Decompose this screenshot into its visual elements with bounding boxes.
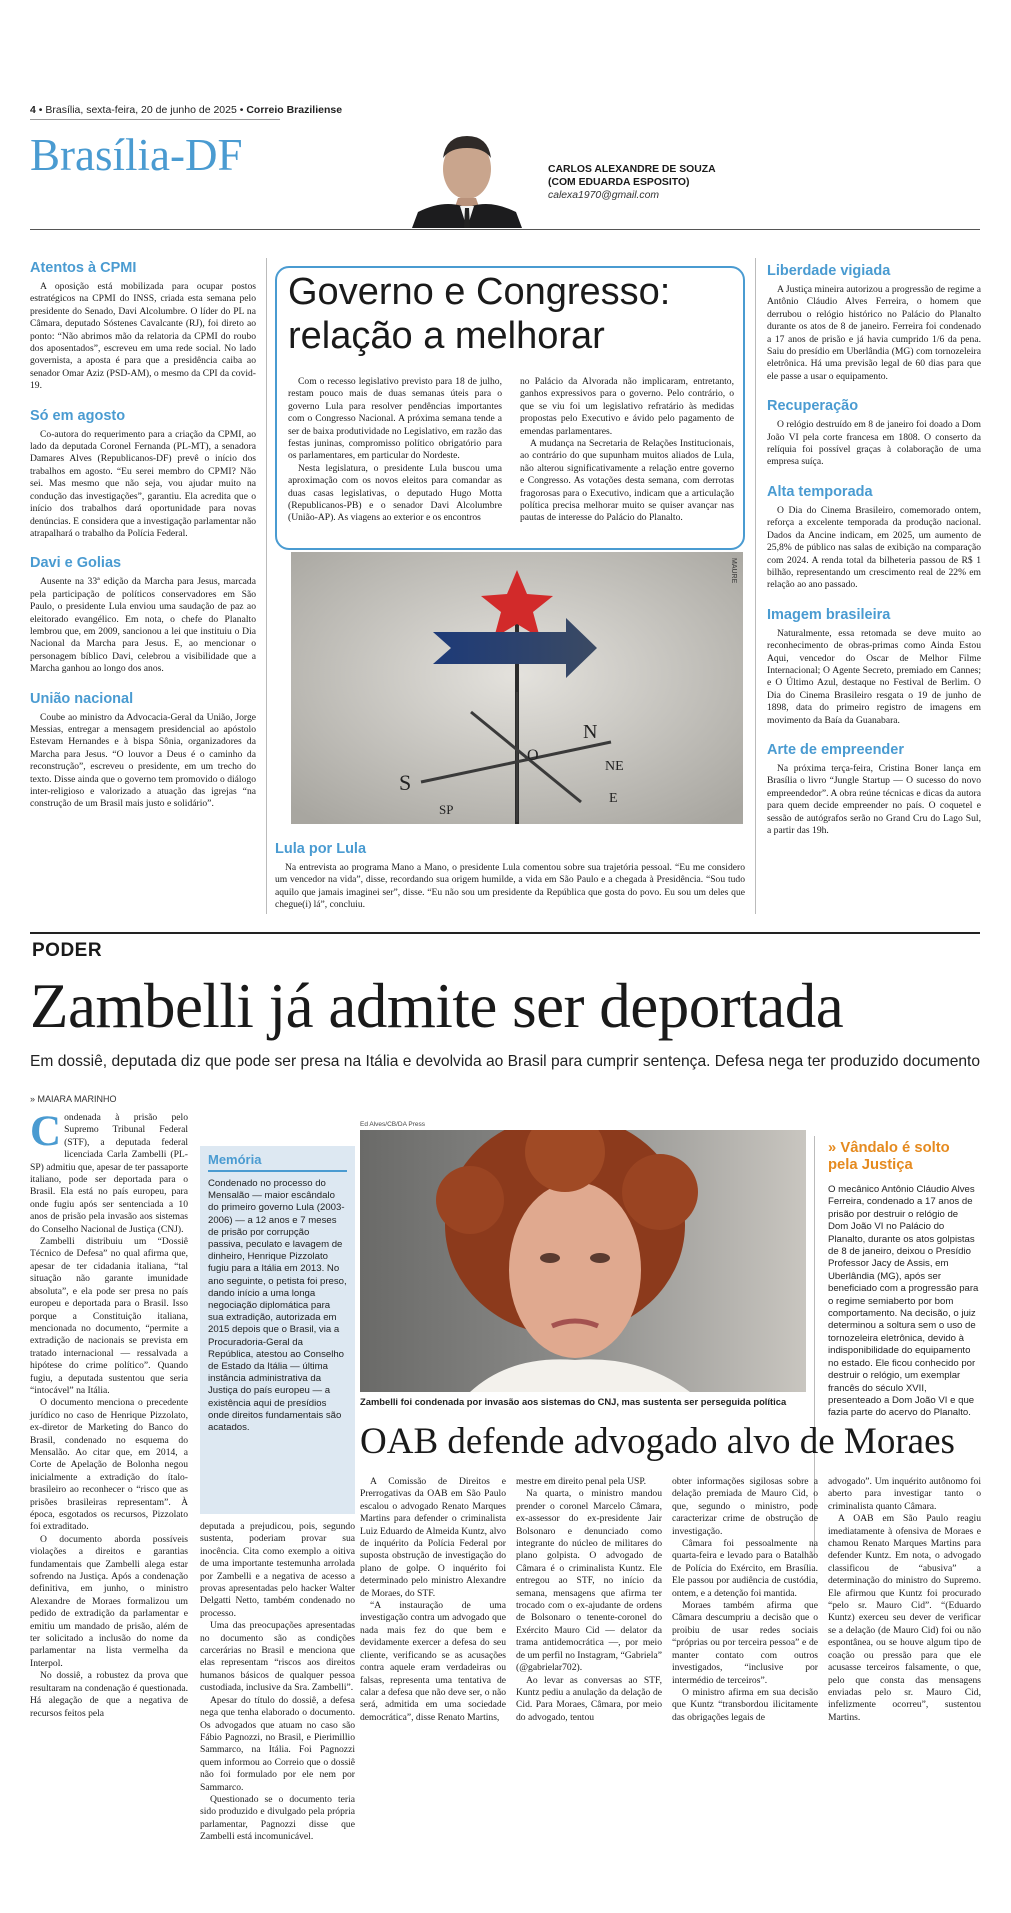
- paragraph: Zambelli distribuiu um “Dossiê Técnico de Defesa” no qual afirma que, apesar de ter cidadania italiana, “tal situação não garante imunidade absoluta”, e ela pode ser presa no país europeu e deportada para o Brasil. Isso porque a Constituição italiana, mencionada no documento, “permite a extradição de nacionais se prevista em tratado internacional — ressalvada a hipótese do crime político”. Quando fugiu, a deputada sustentou que seria “intocável” na Itália.: [30, 1236, 188, 1396]
- folio-line: 4 • Brasília, sexta-feira, 20 de junho de 2025 • Correio Braziliense: [30, 104, 343, 116]
- note-imagem: [767, 606, 981, 727]
- oab-col-2: [516, 1476, 662, 1724]
- note-atentos: [30, 259, 256, 393]
- lula-por-lula: [275, 840, 745, 912]
- photo-caption: Zambelli foi condenada por invasão aos sistemas do CNJ, mas sustenta ser perseguida política: [360, 1396, 787, 1407]
- paragraph: advogado”. Um inquérito autônomo foi aberto para investigar tanto o criminalista quanto Câmara.: [828, 1476, 981, 1512]
- byline: » MAIARA MARINHO: [30, 1094, 117, 1104]
- lead-text: ondenada à prisão pelo Supremo Tribunal Federal (STF), a deputada federal licenciada Carla Zambelli (PL-SP) admitiu que, apesar de ter passaporte italiano, pode ser deportada para o Brasil. Ela está no país europeu, para onde fugiu após ser sentenciada a 10 anos de prisão pela invasão aos sistemas do Conselho Nacional de Justiça (CNJ).: [30, 1112, 188, 1235]
- note-title: Recuperação: [767, 398, 859, 415]
- headline-line-1: Governo e Congresso:: [288, 271, 671, 313]
- paragraph: obter informações sigilosas sobre a delação premiada de Mauro Cid, o que, segundo o ministro, pode caracterizar crime de obstrução de investigação.: [672, 1476, 818, 1537]
- note-liberdade: [767, 262, 981, 383]
- lead-paragraph: [30, 1108, 188, 1236]
- note-arte: [767, 741, 981, 837]
- page-number: 4: [30, 104, 36, 116]
- memoria-title: Memória: [208, 1152, 347, 1172]
- compass-illustration: [291, 552, 743, 824]
- note-text: A oposição está mobilizada para ocupar postos estratégicos na CPMI do INSS, criada esta semana pelo presidente do Senado, Davi Alcolumbre. O líder do PL na Câmara, deputado Sóstenes Cavalcante (RJ), foi direto ao ponto: “Não abrimos mão da relatoria da CPMI do roubo dos aposentados”, escreveu em uma rede social. No lado governista, a aposta é para que a presidência caiba ao senador Omar Aziz (PSD-AM), o mesmo da CPI da covid-19.: [30, 281, 256, 392]
- vandalo-title: » Vândalo é solto pela Justiça: [828, 1140, 950, 1173]
- paragraph: A mudança na Secretaria de Relações Institucionais, ao contrário do que supunham muitos aliados de Lula, não alterou significativamente a relação entre governo e Congresso. As votações desta semana, com derrotas fragorosas para o Executivo, indicam que a articulação política precisa melhorar muito se quiser avançar nas pautas de interesse do Palácio do Planalto.: [520, 438, 734, 524]
- paragraph: No dossiê, a robustez da prova que resultaram na condenação é questionada. Há alegação de que a negativa de recursos feitos pela: [30, 1670, 188, 1719]
- paragraph: O ministro afirma em sua decisão que Kuntz “transbordou ilicitamente das obrigações legais de: [672, 1686, 818, 1723]
- note-title: Arte de empreender: [767, 741, 904, 758]
- paragraph: Com o recesso legislativo previsto para 18 de julho, restam pouco mais de duas semanas úteis para o governo Lula para resolver pendências importantes com o Congresso Nacional. A próxima semana tende a ser de baixa produtividade no Legislativo, em razão das festas juninas, compromisso político obrigatório para os parlamentares, em particular do Nordeste.: [288, 376, 502, 462]
- note-title: Imagem brasileira: [767, 606, 891, 623]
- columnist-co-author: (COM EDUARDA ESPOSITO): [548, 177, 690, 188]
- note-uniao: [30, 690, 256, 811]
- memoria-box: [200, 1146, 355, 1514]
- paragraph: mestre em direito penal pela USP.: [516, 1476, 647, 1487]
- vandalo-text: O mecânico Antônio Cláudio Alves Ferreira, condenado a 17 anos de prisão por destruir o relógio de Dom João VI no Palácio do Planalto, durante os atos golpistas de 8 de janeiro, deixou o Presídio Professor Jacy de Assis, em Uberlândia (MG), após ser beneficiado com a progressão para o regime semiaberto por bom comportamento. Na decisão, o juiz determinou a soltura sem o uso de tornozeleira eletrônica, devido à indisponibilidade do equipamento no estado. Ele ficou conhecido por destruir o relógio, um exemplar francês do século XVII, presenteado a Dom João VI e que fazia parte do acervo do Planalto.: [828, 1184, 979, 1419]
- paragraph: Apesar do título do dossiê, a defesa nega que tenha elaborado o documento. Os advogados que atuam no caso são Fábio Pagnozzi, no Brasil, e Pierimillio Sammarco, na Itália. Foi Pagnozzi quem informou ao Correio que o dossiê não foi formulado por ele nem por Sammarco.: [200, 1694, 355, 1793]
- columnist-byline: [548, 163, 716, 202]
- paragraph: Uma das preocupações apresentadas no documento são as condições carcerárias no Brasil e menciona que elas representam “riscos aos direitos humanos básicos de qualquer pessoa custodiada, inclusive da Sra. Zambelli”.: [200, 1620, 355, 1694]
- zambelli-photo: [360, 1130, 806, 1392]
- note-title: Alta temporada: [767, 483, 873, 500]
- note-text: Co-autora do requerimento para a criação da CPMI, ao lado da deputada Coronel Fernanda (PL-MT), a senadora Damares Alves (Republicanos-DF) prevê o início dos trabalhos em agosto. “Eu serei membro do CPMI? Não sei. Mas mesmo que não seja, vou ajudar muito na condução das investigações”, garantiu. Ela acredita que o início dos trabalhos dará oportunidade para novas denúncias. E considera que a investigação parlamentar não atrapalhará o trabalho da Polícia Federal.: [30, 428, 256, 539]
- note-davi: [30, 554, 256, 675]
- paragraph: Ao levar as conversas ao STF, Kuntz pediu a anulação da delação de Cid. Para Moraes, Câmara, por meio do advogado, tentou: [516, 1674, 662, 1723]
- paragraph: A OAB em São Paulo reagiu imediatamente à ofensiva de Moraes e chamou Renato Marques Martins para defender Kuntz. Em nota, o advogado classificou de “abusiva” a determinação do ministro do Supremo. Ele afirmou que Kuntz foi procurado “pelo sr. Mauro Cid”. “(Eduardo Kuntz) exerceu seu dever de verificar se a delação (de Mauro Cid) foi ou não espontânea, ou se houve algum tipo de coação ou pressão para que ele acusasse terceiros falsamente, o que, pelo que consta das mensagens enviadas pelo sr. Mauro Cid, infelizmente ocorreu”, sustentou Martins.: [828, 1513, 981, 1723]
- column-divider: [755, 258, 756, 914]
- note-title: Só em agosto: [30, 407, 126, 424]
- section-kicker: PODER: [32, 940, 103, 961]
- center-col-1: [288, 376, 502, 525]
- paragraph: Câmara foi pessoalmente na quarta-feira e levado para o Batalhão de Polícia do Exército, em Brasília. Ele passou por audiência de custódia, ontem, e a detenção foi mantida.: [672, 1538, 818, 1599]
- compass-letter-e: E: [609, 791, 618, 806]
- oab-col-1: [360, 1476, 506, 1724]
- oab-headline: OAB defende advogado alvo de Moraes: [360, 1421, 955, 1462]
- note-text: Coube ao ministro da Advocacia-Geral da União, Jorge Messias, entregar a mensagem presidencial ao apóstolo Estevam Hernandes e à bispa Sônia, organizadores da Marcha para Jesus. “O louvor a Deus é o caminho da reconstrução”, escreveu o presidente, em um trecho do texto. Disse ainda que o governo tem promovido o diálogo inter-religioso e valorizado a atuação das igrejas “na construção de um Brasil mais justo e solidário”.: [30, 711, 256, 810]
- note-text: A Justiça mineira autorizou a progressão de regime a Antônio Cláudio Alves Ferreira, o homem que derrubou o relógio histórico no Palácio do Planalto durante os atos de 8 de janeiro. Ferreira foi condenado a 17 anos de prisão e já havia cumprido 1/6 da pena. Saiu do presídio em Uberlândia (MG) com tornozeleira eletrônica. Há uma previsão legal de 60 dias para que ele passe a usar o equipamento.: [767, 284, 981, 382]
- zambelli-col-1: [30, 1108, 188, 1720]
- paragraph: O documento aborda possíveis violações a direitos e garantias fundamentais que Zambelli alega estar sofrendo na Justiça. Após a condenação definitiva, em junho, o ministro Alexandre de Moraes formalizou um pedido de extradição da parlamentar e emitiu um mandado de prisão, além de ter solicitado a inclusão do nome da parlamentar na lista vermelha da Interpol.: [30, 1533, 188, 1669]
- header-rule: [30, 229, 980, 230]
- memoria-text: Condenado no processo do Mensalão — maior escândalo do primeiro governo Lula (2003-2006) — a 12 anos e 7 meses de prisão por corrupção passiva, peculato e lavagem de dinheiro, Henrique Pizzolato fugiu para a Itália em 2013. No ano seguinte, o petista foi preso, dando início a uma longa negociação diplomática para sua extradição, autorizada em 2015 depois que o Brasil, via a Procuradoria-Geral da República, atestou ao Conselho de Estado da Itália — última instância administrativa da Justiça do país europeu — a existência aqui de presídios onde direitos fundamentais são acatados.: [208, 1178, 347, 1434]
- note-text: Na entrevista ao programa Mano a Mano, o presidente Lula comentou sobre sua trajetória pessoal. “Eu me considero um vencedor na vida”, disse, recordando sua origem humilde, a vida em São Paulo e a chegada à Presidência. “Sou tudo aquilo que jamais imaginei ser”, disse. “Eu não sou um presidente da República que gosta do povo. Eu sou um deles que chegue(i) lá”, concluiu.: [275, 862, 745, 911]
- left-notes-column: [30, 259, 256, 811]
- paragraph: no Palácio da Alvorada não implicaram, entretanto, ganhos expressivos para o governo. Pelo contrário, o que se viu foi um legislativo refratário às medidas propostas pelo Executivo e ávido pelo pagamento de emendas parlamentares.: [520, 376, 734, 437]
- paragraph: Nesta legislatura, o presidente Lula buscou uma aproximação com os novos eleitos para comandar as duas casas legislativas, o deputado Hugo Motta (Republicanos-PB) e o senador Davi Alcolumbre (União-AP). As viagens ao exterior e os encontros: [288, 462, 502, 524]
- note-title: União nacional: [30, 690, 134, 707]
- paragraph: O documento menciona o precedente jurídico no caso de Henrique Pizzolato, ex-diretor de Marketing do Banco do Brasil, condenado no esquema do Mensalão. Ao citar que, em 2014, a Corte de Apelação de Bolonha negou inicialmente a extradição do ítalo-brasileiro ao reconhecer o “risco que as prisões brasileiras representam”. À época, esgotados os recursos, Pizzolato foi extraditado.: [30, 1397, 188, 1533]
- paragraph: “A instauração de uma investigação contra um advogado que nada mais fez do que bem e devidamente exercer a defesa do seu cliente, verificando se as acusações contra aquele eram verdadeiras ou falsas, representa uma tentativa de calar a defesa que não deve ser, o não será, admitida em uma sociedade democrática”, disse Renato Martins,: [360, 1600, 506, 1723]
- dateline: Brasília, sexta-feira, 20 de junho de 2025: [45, 104, 237, 116]
- folio-rule: [30, 119, 280, 120]
- section-title: Brasília-DF: [30, 130, 243, 180]
- photo-credit: Ed Alves/CB/DA Press: [360, 1121, 426, 1128]
- note-text: Ausente na 33ª edição da Marcha para Jesus, marcada pela participação de políticos conservadores em São Paulo, o presidente Lula enviou uma saudação de paz ao eleitorado evangélico. Em nota, o chefe do Planalto lembrou que, em 2009, sancionou a lei que instituiu o Dia Nacional da Marcha para Jesus. E, ao mencionar o personagem bíblico Davi, celebrou a visibilidade que a Marcha ganhou ao longo dos anos.: [30, 576, 256, 675]
- center-col-2: [520, 376, 734, 525]
- note-title: Davi e Golias: [30, 555, 122, 572]
- note-text: O relógio destruído em 8 de janeiro foi doado a Dom João VI pela corte francesa em 1808. O conserto da relíquia foi possível graças à colaboração de uma empresa suíça.: [767, 419, 981, 468]
- columnist-email[interactable]: calexa1970@gmail.com: [548, 190, 660, 201]
- note-title: Lula por Lula: [275, 841, 367, 857]
- oab-col-4: [828, 1476, 981, 1724]
- oab-col-3: [672, 1476, 818, 1724]
- vandalo-sidebar: [828, 1140, 981, 1420]
- compass-letter-n: N: [583, 721, 598, 743]
- paragraph: Na quarta, o ministro mandou prender o coronel Marcelo Câmara, ex-assessor do ex-presidente Jair Bolsonaro e denunciado como integrante do núcleo de militares do plano golpista. O advogado de Câmara é o criminalista Kuntz. Ele entregou ao STF, no início da semana, mensagens que afirma ter trocado com o ex-ajudante de ordens de Bolsonaro o tenente-coronel do Exército Mauro Cid — delator da trama antidemocrática —, por meio de um perfil no Instagram, “Gabriela” (@gabrielar702).: [516, 1488, 662, 1674]
- note-text: O Dia do Cinema Brasileiro, comemorado ontem, reforça a excelente temporada da produção nacional. Dados da Ancine indicam, em 2025, um aumento de 25,8% de público nas salas de exibição na comparação com 2024. A renda total da bilheteria passou de R$ 1 bilhão, representando um crescimento real de 22% em relação ao ano passado.: [767, 504, 981, 591]
- paragraph: Questionado se o documento teria sido produzido e divulgado pela própria parlamentar, Pagnozzi disse que Zambelli está incomunicável.: [200, 1793, 355, 1843]
- note-recuperacao: [767, 397, 981, 469]
- paragraph: deputada a prejudicou, pois, segundo sustenta, poderiam provar sua inocência. Cita como exemplo a oitiva de uma importante testemunha arrolada por Zambelli e a negativa de acesso a provas apresentadas pelo hacker Walter Delgatti Netto, também condenado no processo.: [200, 1521, 355, 1619]
- center-headline: [288, 270, 738, 358]
- main-headline: Zambelli já admite ser deportada: [30, 971, 844, 1041]
- note-title: Atentos à CPMI: [30, 260, 137, 276]
- compass-letter-s: S: [399, 770, 412, 795]
- note-text: Na próxima terça-feira, Cristina Boner lança em Brasília o livro “Jungle Startup — O sucesso do novo empreendedor”. A obra reúne técnicas e dicas da autora para quem decide empreender no país. O coquetel e sessão de autógrafos serão no Grand Cru do Lago Sul, a partir das 19h.: [767, 762, 981, 836]
- right-notes-column: [767, 262, 981, 837]
- compass-letter-sp: SP: [439, 802, 454, 817]
- note-text: Naturalmente, essa retomada se deve muito ao reconhecimento de obras-primas como Ainda Estou Aqui, vencedor do Oscar de Melhor Filme Internacional; O Agente Secreto, premiado em Cannes; e O Último Azul, destaque no Festival de Berlim. O Dia do Cinema Brasileiro resgata o 19 de junho de 1898, data do primeiro registro de imagens em movimento da Baía da Guanabara.: [767, 627, 981, 726]
- headline-line-2: relação a melhorar: [288, 315, 605, 357]
- main-subhead: Em dossiê, deputada diz que pode ser presa na Itália e devolvida ao Brasil para cumprir sentença. Defesa nega ter produzido documento: [30, 1053, 981, 1070]
- illustration-credit: MAURE: [730, 558, 737, 584]
- paragraph: A Comissão de Direitos e Prerrogativas da OAB em São Paulo escalou o advogado Renato Marques Martins para defender o criminalista Luiz Eduardo de Almeida Kuntz, alvo de inquérito da Polícia Federal por suposta obstrução de investigação do plano de golpe. O inquérito foi determinado pelo ministro Alexandre de Moraes, do STF.: [360, 1476, 506, 1599]
- note-title: Liberdade vigiada: [767, 263, 891, 279]
- column-divider: [266, 258, 267, 914]
- note-alta-temporada: [767, 483, 981, 592]
- drop-cap: C: [30, 1108, 62, 1155]
- compass-letter-o: O: [527, 747, 539, 764]
- section-rule: [30, 932, 980, 934]
- newspaper-name: Correio Braziliense: [246, 104, 343, 116]
- zambelli-col-2: [200, 1521, 355, 1844]
- paragraph: Moraes também afirma que Câmara descumpriu a decisão que o proibiu de usar redes sociais “próprias ou por terceira pessoa” e de manter contato com outros investigados, “inclusive por intermédio de terceiros”.: [672, 1600, 818, 1686]
- note-agosto: [30, 407, 256, 541]
- columnist-name: CARLOS ALEXANDRE DE SOUZA: [548, 164, 716, 175]
- compass-letter-ne: NE: [605, 759, 624, 774]
- columnist-avatar: [412, 124, 522, 228]
